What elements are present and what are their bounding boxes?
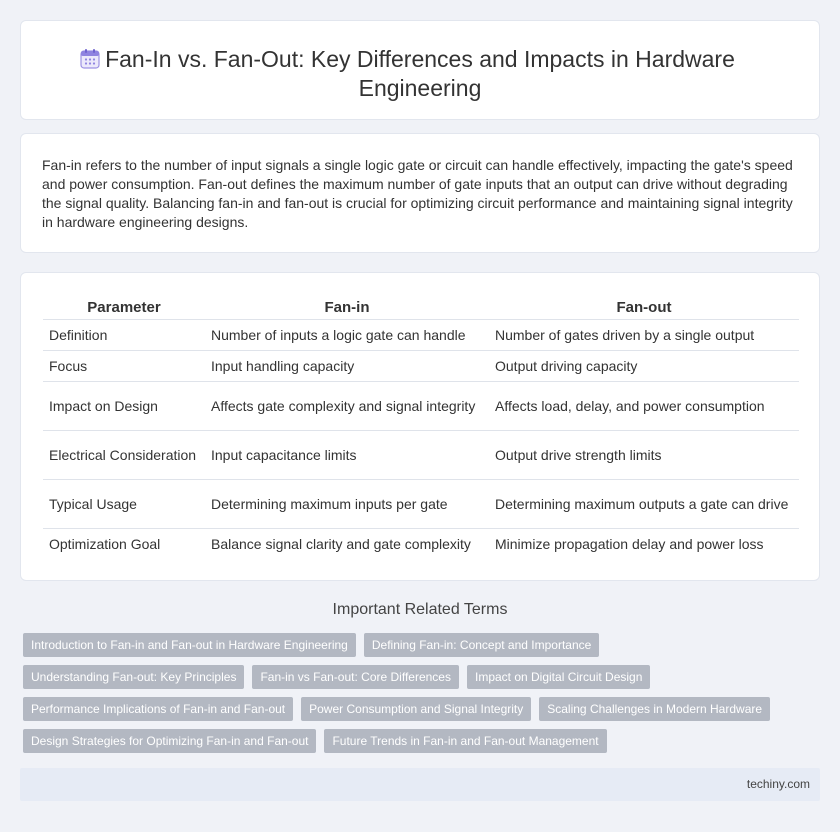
related-term-tag[interactable]: Power Consumption and Signal Integrity (301, 697, 531, 721)
related-term-tag[interactable]: Fan-in vs Fan-out: Core Differences (252, 665, 459, 689)
row-fan-out: Determining maximum outputs a gate can drive (489, 480, 799, 529)
table-row (43, 382, 799, 431)
page-title: Fan-In vs. Fan-Out: Key Differences and Impacts in Hardware Engineering (105, 46, 735, 101)
row-parameter: Definition (43, 320, 205, 351)
row-fan-in: Input handling capacity (205, 351, 489, 382)
table-row (43, 480, 799, 529)
row-fan-in: Determining maximum inputs per gate (205, 480, 489, 529)
row-fan-out: Output driving capacity (489, 351, 799, 382)
row-parameter: Typical Usage (43, 480, 205, 529)
table-row (43, 320, 799, 351)
row-parameter: Impact on Design (43, 382, 205, 431)
row-parameter: Electrical Consideration (43, 431, 205, 480)
table-header-row (43, 297, 799, 320)
row-fan-in: Balance signal clarity and gate complexity (211, 536, 471, 553)
related-term-tag[interactable]: Design Strategies for Optimizing Fan-in and Fan-out (23, 729, 316, 753)
related-term-tag[interactable]: Impact on Digital Circuit Design (467, 665, 650, 689)
related-terms-list (23, 633, 823, 753)
comparison-table (43, 297, 799, 560)
intro-card (20, 133, 820, 253)
related-term-tag[interactable]: Defining Fan-in: Concept and Importance (364, 633, 599, 657)
row-fan-in: Number of inputs a logic gate can handle (205, 320, 489, 351)
comparison-card (20, 272, 820, 581)
header-fan-in: Fan-in (205, 297, 489, 320)
header-parameter: Parameter (43, 297, 205, 320)
row-fan-in: Input capacitance limits (205, 431, 489, 480)
table-row (43, 529, 799, 560)
related-terms-title: Important Related Terms (332, 601, 508, 618)
row-fan-out: Minimize propagation delay and power loss (495, 536, 764, 553)
table-row (43, 351, 799, 382)
row-parameter: Optimization Goal (49, 536, 161, 553)
row-parameter: Focus (43, 351, 205, 382)
row-fan-out: Output drive strength limits (489, 431, 799, 480)
title-card (20, 20, 820, 120)
related-term-tag[interactable]: Understanding Fan-out: Key Principles (23, 665, 244, 689)
related-term-tag[interactable]: Future Trends in Fan-in and Fan-out Management (324, 729, 606, 753)
related-term-tag[interactable]: Scaling Challenges in Modern Hardware (539, 697, 770, 721)
related-term-tag[interactable]: Introduction to Fan-in and Fan-out in Hardware Engineering (23, 633, 356, 657)
header-fan-out: Fan-out (489, 297, 799, 320)
footer (20, 768, 820, 801)
footer-site-link[interactable]: techiny.com (746, 777, 810, 791)
row-fan-out: Affects load, delay, and power consumption (489, 382, 799, 431)
row-fan-out: Number of gates driven by a single output (489, 320, 799, 351)
table-row (43, 431, 799, 480)
related-term-tag[interactable]: Performance Implications of Fan-in and Fan-out (23, 697, 293, 721)
row-fan-in: Affects gate complexity and signal integrity (205, 382, 489, 431)
intro-paragraph: Fan-in refers to the number of input signals a single logic gate or circuit can handle effectively, impacting the gate's speed and power consumption. Fan-out defines the maximum number of gate inputs that an output can drive without degrading the signal quality. Balancing fan-in and fan-out is crucial for optimizing circuit performance and maintaining signal integrity in hardware engineering designs. (42, 157, 793, 230)
